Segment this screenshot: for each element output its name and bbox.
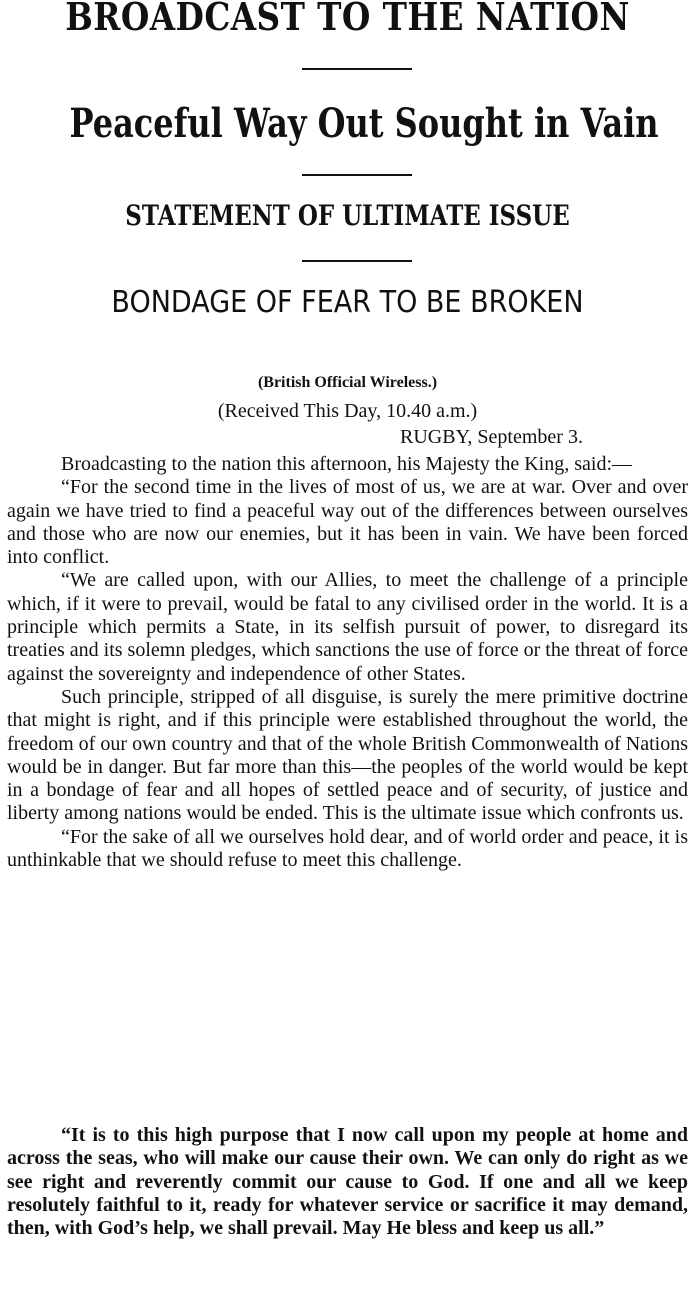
- main-headline: BROADCAST TO THE NATION: [65, 0, 630, 39]
- place-date-line: RUGBY, September 3.: [400, 426, 583, 448]
- received-line: (Received This Day, 10.40 a.m.): [217, 400, 478, 422]
- subheadline-ultimate-issue: STATEMENT OF ULTIMATE ISSUE: [125, 199, 570, 232]
- closing-paragraph: “It is to this high purpose that I now call upon my people at home and across the seas, who will make our cause their own. We can only do right as we see right and reverently commit our cause to God. If one and all we keep resolutely faithful to it, ready for whatever service or sacrifice it may demand, then, with God’s help, we shall prevail. May He bless and keep us all.”: [7, 1124, 688, 1240]
- article-paragraph: Such principle, stripped of all disguise, is surely the mere primitive doctrine that might is right, and if this principle were established throughout the world, the freedom of our own country and that of the whole British Commonwealth of Nations would be in danger. But far more than this—the peoples of the world would be kept in a bondage of fear and all hopes of settled peace and of security, of justice and liberty among nations would be ended. This is the ultimate issue which confronts us.: [7, 685, 688, 825]
- article-paragraph: “We are called upon, with our Allies, to meet the challenge of a principle which, if it were to prevail, would be fatal to any civilised order in the world. It is a principle which permits a State, in its selfish pursuit of power, to disregard its treaties and its solemn pledges, which sanctions the use of force or the threat of force against the sovereignty and independence of other States.: [7, 569, 688, 685]
- headline-divider: [302, 68, 412, 70]
- article-body: [7, 453, 688, 872]
- article-paragraph: “For the second time in the lives of most of us, we are at war. Over and over again we have tried to find a peaceful way out of the differences between ourselves and those who are now our enemies, but it has been in vain. We have been forced into conflict.: [7, 476, 688, 569]
- headline-divider: [302, 174, 412, 176]
- article-paragraph: “For the sake of all we ourselves hold dear, and of world order and peace, it is unthinkable that we should refuse to meet this challenge.: [7, 825, 688, 872]
- article-paragraph: Broadcasting to the nation this afternoon, his Majesty the King, said:—: [61, 453, 633, 475]
- headline-divider: [302, 260, 412, 262]
- subheadline-bondage-of-fear: BONDAGE OF FEAR TO BE BROKEN: [111, 285, 584, 320]
- source-line: (British Official Wireless.): [257, 374, 438, 391]
- subheadline-peaceful-way: Peaceful Way Out Sought in Vain: [69, 100, 659, 147]
- closing-paragraph-container: [7, 1124, 688, 1240]
